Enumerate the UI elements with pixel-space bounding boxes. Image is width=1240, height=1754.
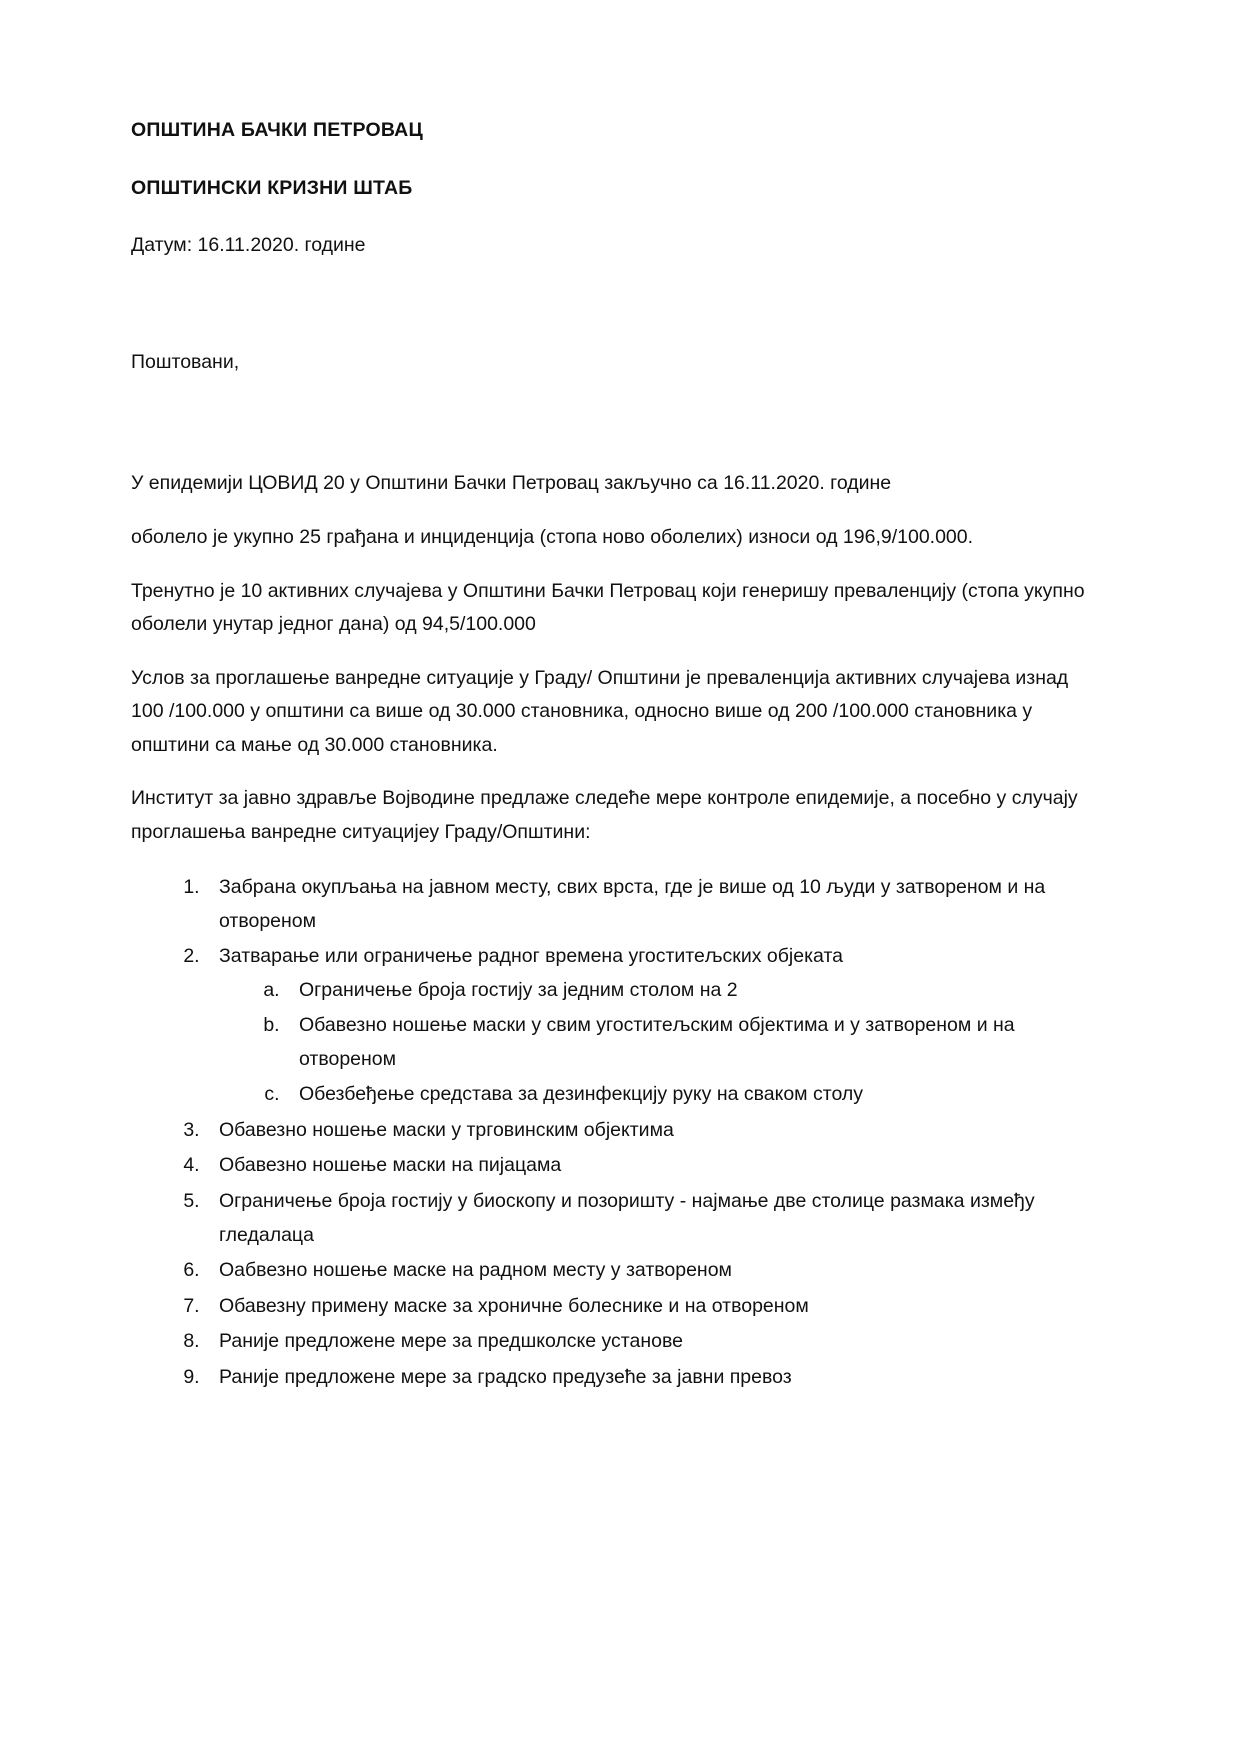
measure-subtext: Обавезно ношење маски у свим угоститељским објектима и у затвореном и на отвореном [299,1014,1015,1070]
measure-subtext: Обезбеђење средстава за дезинфекцију руку на сваком столу [299,1083,864,1106]
measures-list [131,871,1100,1394]
document-body [131,118,1100,1394]
measure-item-9 [205,1361,1100,1395]
paragraph-emergency-condition: Услов за проглашење ванредне ситуације у Граду/ Општини је преваленција активних случајева изнад 100 /100.000 у општини са више од 30.000 становника, односно више од 200 /100.000 становника у општини са мање од 30.000 становника. [131,666,1069,756]
paragraph-active-cases: Тренутно је 10 активних случајева у Општини Бачки Петровац који генеришу преваленцију (стопа укупно оболели унутар једног дана) од 94,5/100.000 [131,579,1085,636]
measure-item-3 [205,1114,1100,1148]
measure-text: Затварање или ограничење радног времена угоститељских објеката [219,945,843,968]
department-title: ОПШТИНСКИ КРИЗНИ ШТАБ [131,177,413,200]
measure-item-7 [205,1290,1100,1324]
measure-text: Оабвезно ношење маске на радном месту у затвореном [219,1259,732,1282]
paragraph-institute-proposal: Институт за јавно здравље Војводине предлаже следеће мере контроле епидемије, а посебно у случају проглашења ванредне ситуацијеу Граду/Општини: [131,787,1078,843]
measure-text: Раније предложене мере за предшколске установе [219,1330,683,1353]
measure-item-5 [205,1185,1100,1252]
measure-item-4 [205,1149,1100,1183]
measure-subitem-2c [285,1078,1100,1112]
measure-text: Обавезну примену маске за хроничне болеснике и на отвореном [219,1294,809,1317]
measure-subitem-2a [285,974,1100,1008]
measure-item-6 [205,1254,1100,1288]
measure-subitem-2b [285,1009,1100,1076]
measure-item-2 [205,940,1100,1112]
measure-text: Раније предложене мере за градско предузеће за јавни превоз [219,1365,792,1388]
measure-subtext: Ограничење броја гостију за једним столом на 2 [299,978,738,1001]
measure-item-1 [205,871,1100,938]
organization-title: ОПШТИНА БАЧКИ ПЕТРОВАЦ [131,119,423,141]
measure-text: Ограничење броја гостију у биоскопу и позоришту - најмање две столице размака између гледалаца [219,1190,1035,1246]
measure-text: Обавезно ношење маски у трговинским објектима [219,1118,674,1141]
measure-text: Забрана окупљања на јавном месту, свих врста, где је више од 10 људи у затвореном и на отвореном [219,876,1046,932]
paragraph-incidence: оболело је укупно 25 грађана и инциденција (стопа ново оболелих) износи од 196,9/100.000. [131,525,974,548]
paragraph-epidemic-intro: У епидемији ЦОВИД 20 у Општини Бачки Петровац закључно са 16.11.2020. године [131,472,892,495]
salutation: Поштовани, [131,351,240,374]
measure-sublist-2 [219,974,1100,1112]
measure-text: Обавезно ношење маски на пијацама [219,1154,562,1177]
date-line: Датум: 16.11.2020. године [131,233,366,256]
measure-item-8 [205,1325,1100,1359]
